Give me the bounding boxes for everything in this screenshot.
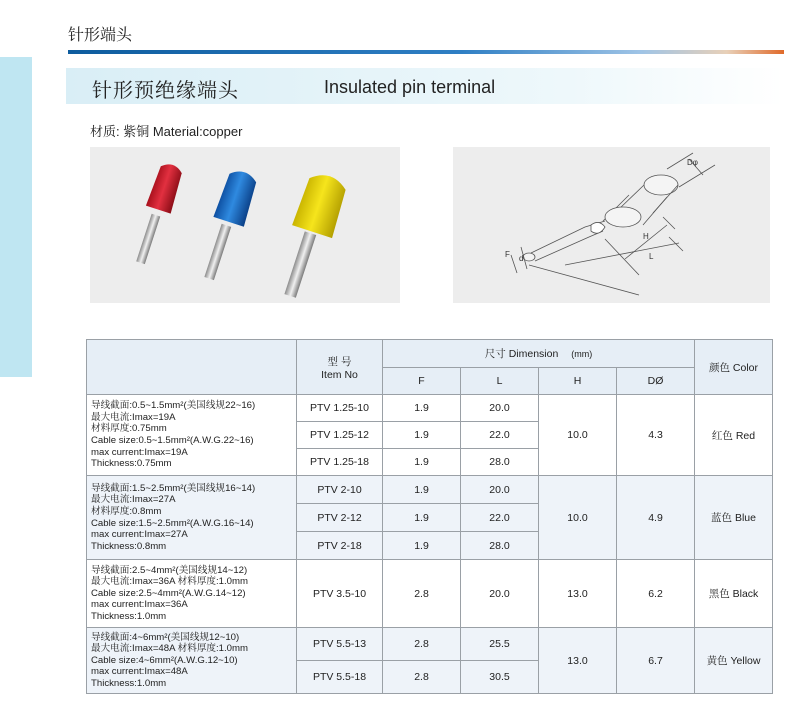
red-terminal — [129, 161, 186, 267]
value-l: 20.0 — [461, 395, 539, 422]
dimension-drawing — [453, 147, 770, 303]
side-accent-bar — [0, 57, 32, 377]
item-no: PTV 3.5-10 — [297, 560, 383, 628]
item-no: PTV 1.25-18 — [297, 449, 383, 476]
value-d: 4.3 — [617, 395, 695, 476]
section-title: 针形端头 — [68, 25, 133, 44]
dimension-drawing-svg — [453, 147, 770, 303]
value-f: 2.8 — [383, 560, 461, 628]
item-no: PTV 2-12 — [297, 504, 383, 532]
table-row — [87, 476, 773, 504]
value-f: 2.8 — [383, 661, 461, 694]
header-f: F — [383, 368, 461, 395]
header-model-en: Item No — [321, 368, 358, 381]
header-item-no — [297, 340, 383, 395]
material-note: 材质: 紫铜 Material:copper — [90, 124, 243, 139]
spec-description: 导线截面:0.5~1.5mm²(美国线规22~16) 最大电流:Imax=19A 材料厚度:0.75mm Cable size:0.5~1.5mm²(A.W.G.22~16) max current:Imax=19A Thickness:0.75mm — [87, 395, 297, 476]
title-divider — [68, 50, 784, 54]
item-no: PTV 1.25-12 — [297, 422, 383, 449]
value-f: 1.9 — [383, 422, 461, 449]
value-f: 1.9 — [383, 395, 461, 422]
value-l: 22.0 — [461, 422, 539, 449]
color-label: 红色 Red — [695, 395, 773, 476]
color-label: 黑色 Black — [695, 560, 773, 628]
table-row — [87, 395, 773, 422]
spec-description: 导线截面:2.5~4mm²(美国线规14~12) 最大电流:Imax=36A 材料厚度:1.0mm Cable size:2.5~4mm²(A.W.G.14~12) max current:Imax=36A Thickness:1.0mm — [87, 560, 297, 628]
label-l: L — [649, 252, 654, 261]
spec-table — [86, 339, 773, 694]
item-no: PTV 5.5-13 — [297, 628, 383, 661]
item-no: PTV 2-18 — [297, 532, 383, 560]
yellow-terminal — [271, 170, 350, 303]
value-f: 1.9 — [383, 449, 461, 476]
value-l: 28.0 — [461, 449, 539, 476]
value-d: 4.9 — [617, 476, 695, 560]
table-row — [87, 628, 773, 661]
value-l: 20.0 — [461, 476, 539, 504]
heading-english: Insulated pin terminal — [324, 77, 496, 97]
header-model-cn: 型 号 — [327, 355, 352, 368]
value-l: 22.0 — [461, 504, 539, 532]
value-f: 2.8 — [383, 628, 461, 661]
item-no: PTV 2-10 — [297, 476, 383, 504]
product-photo — [90, 147, 400, 303]
spec-description: 导线截面:1.5~2.5mm²(美国线规16~14) 最大电流:Imax=27A 材料厚度:0.8mm Cable size:1.5~2.5mm²(A.W.G.16~14) max current:Imax=27A Thickness:0.8mm — [87, 476, 297, 560]
header-l: L — [461, 368, 539, 395]
header-d: DØ — [617, 368, 695, 395]
color-label: 黄色 Yellow — [695, 628, 773, 694]
value-f: 1.9 — [383, 504, 461, 532]
value-d: 6.2 — [617, 560, 695, 628]
label-h: H — [643, 232, 649, 241]
spec-description: 导线截面:4~6mm²(美国线规12~10) 最大电流:Imax=48A 材料厚度:1.0mm Cable size:4~6mm²(A.W.G.12~10) max current:Imax=48A Thickness:1.0mm — [87, 628, 297, 694]
value-h: 13.0 — [539, 628, 617, 694]
value-h: 10.0 — [539, 395, 617, 476]
label-d-phi: Dφ — [687, 158, 698, 167]
value-l: 25.5 — [461, 628, 539, 661]
header-dimension — [383, 340, 695, 368]
header-dimension-label: 尺寸 Dimension — [484, 348, 559, 360]
item-no: PTV 1.25-10 — [297, 395, 383, 422]
header-color: 颜色 Color — [695, 340, 773, 395]
product-photo-illustration — [90, 147, 400, 303]
header-h: H — [539, 368, 617, 395]
color-label: 蓝色 Blue — [695, 476, 773, 560]
item-no: PTV 5.5-18 — [297, 661, 383, 694]
value-f: 1.9 — [383, 532, 461, 560]
value-d: 6.7 — [617, 628, 695, 694]
value-f: 1.9 — [383, 476, 461, 504]
value-h: 13.0 — [539, 560, 617, 628]
table-row — [87, 560, 773, 628]
heading-chinese: 针形预绝缘端头 — [92, 78, 239, 102]
label-d: d — [519, 254, 524, 263]
blue-terminal — [195, 167, 260, 283]
value-l: 20.0 — [461, 560, 539, 628]
value-l: 28.0 — [461, 532, 539, 560]
header-spec-blank — [87, 340, 297, 395]
header-unit: (mm) — [571, 349, 593, 359]
value-l: 30.5 — [461, 661, 539, 694]
value-h: 10.0 — [539, 476, 617, 560]
label-f: F — [505, 250, 510, 259]
